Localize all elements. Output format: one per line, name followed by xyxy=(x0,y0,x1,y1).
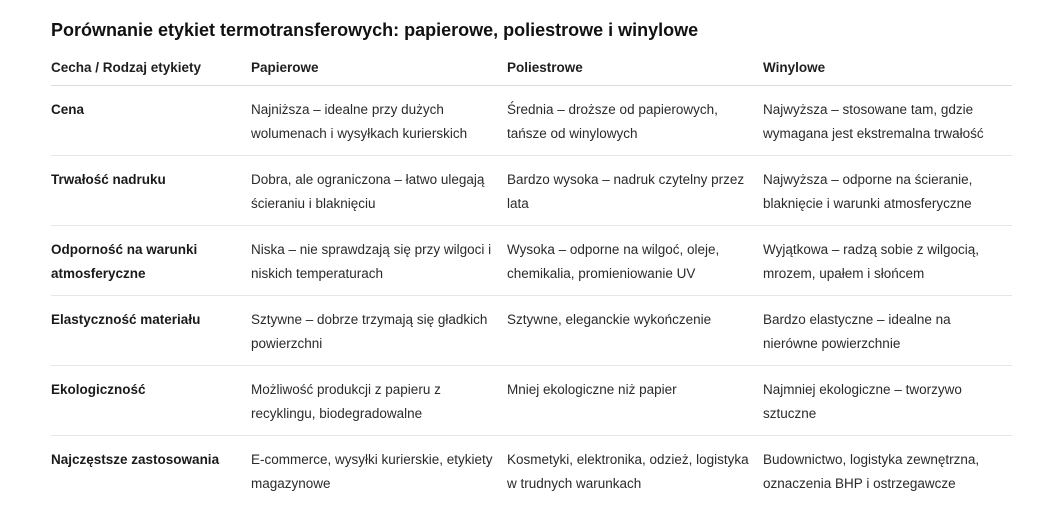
cell-polyester: Średnia – droższe od papierowych, tańsze od winylowych xyxy=(507,86,763,156)
cell-vinyl: Bardzo elastyczne – idealne na nierówne powierzchnie xyxy=(763,296,1012,366)
row-feature: Elastyczność materiału xyxy=(51,296,251,366)
table-row xyxy=(51,296,1012,366)
row-feature: Ekologiczność xyxy=(51,366,251,436)
table-row xyxy=(51,436,1012,506)
cell-polyester: Kosmetyki, elektronika, odzież, logistyka w trudnych warunkach xyxy=(507,452,749,491)
cell-paper: Niska – nie sprawdzają się przy wilgoci i niskich temperaturach xyxy=(251,226,507,296)
row-feature: Odporność na warunki atmosferyczne xyxy=(51,226,251,296)
cell-paper: Sztywne – dobrze trzymają się gładkich powierzchni xyxy=(251,296,507,366)
page-title: Porównanie etykiet termotransferowych: papierowe, poliestrowe i winylowe xyxy=(51,20,699,40)
table-body xyxy=(51,86,1012,506)
header-paper: Papierowe xyxy=(251,50,507,86)
table-row xyxy=(51,86,1012,156)
row-feature: Trwałość nadruku xyxy=(51,156,251,226)
cell-paper: Najniższa – idealne przy dużych wolumenach i wysyłkach kurierskich xyxy=(251,86,507,156)
row-feature: Cena xyxy=(51,86,251,156)
table-row xyxy=(51,226,1012,296)
cell-vinyl: Wyjątkowa – radzą sobie z wilgocią, mrozem, upałem i słońcem xyxy=(763,226,1012,296)
table-header xyxy=(51,50,1012,86)
cell-vinyl: Budownictwo, logistyka zewnętrzna, oznaczenia BHP i ostrzegawcze xyxy=(763,452,980,491)
header-feature: Cecha / Rodzaj etykiety xyxy=(51,50,251,86)
row-feature: Najczęstsze zastosowania xyxy=(51,452,220,467)
cell-polyester: Sztywne, eleganckie wykończenie xyxy=(507,296,763,366)
header-row xyxy=(51,50,1012,86)
cell-vinyl: Najwyższa – stosowane tam, gdzie wymagana jest ekstremalna trwałość xyxy=(763,86,1012,156)
cell-vinyl: Najwyższa – odporne na ścieranie, blaknięcie i warunki atmosferyczne xyxy=(763,156,1012,226)
cell-polyester: Bardzo wysoka – nadruk czytelny przez lata xyxy=(507,156,763,226)
table-row xyxy=(51,156,1012,226)
header-polyester: Poliestrowe xyxy=(507,50,763,86)
cell-paper: E-commerce, wysyłki kurierskie, etykiety magazynowe xyxy=(251,452,493,491)
cell-paper: Dobra, ale ograniczona – łatwo ulegają ścieraniu i blaknięciu xyxy=(251,156,507,226)
table-row xyxy=(51,366,1012,436)
cell-polyester: Wysoka – odporne na wilgoć, oleje, chemikalia, promieniowanie UV xyxy=(507,226,763,296)
comparison-table xyxy=(51,50,1012,505)
cell-polyester: Mniej ekologiczne niż papier xyxy=(507,366,763,436)
cell-vinyl: Najmniej ekologiczne – tworzywo sztuczne xyxy=(763,366,1012,436)
header-vinyl: Winylowe xyxy=(763,50,1012,86)
cell-paper: Możliwość produkcji z papieru z recyklingu, biodegradowalne xyxy=(251,366,507,436)
